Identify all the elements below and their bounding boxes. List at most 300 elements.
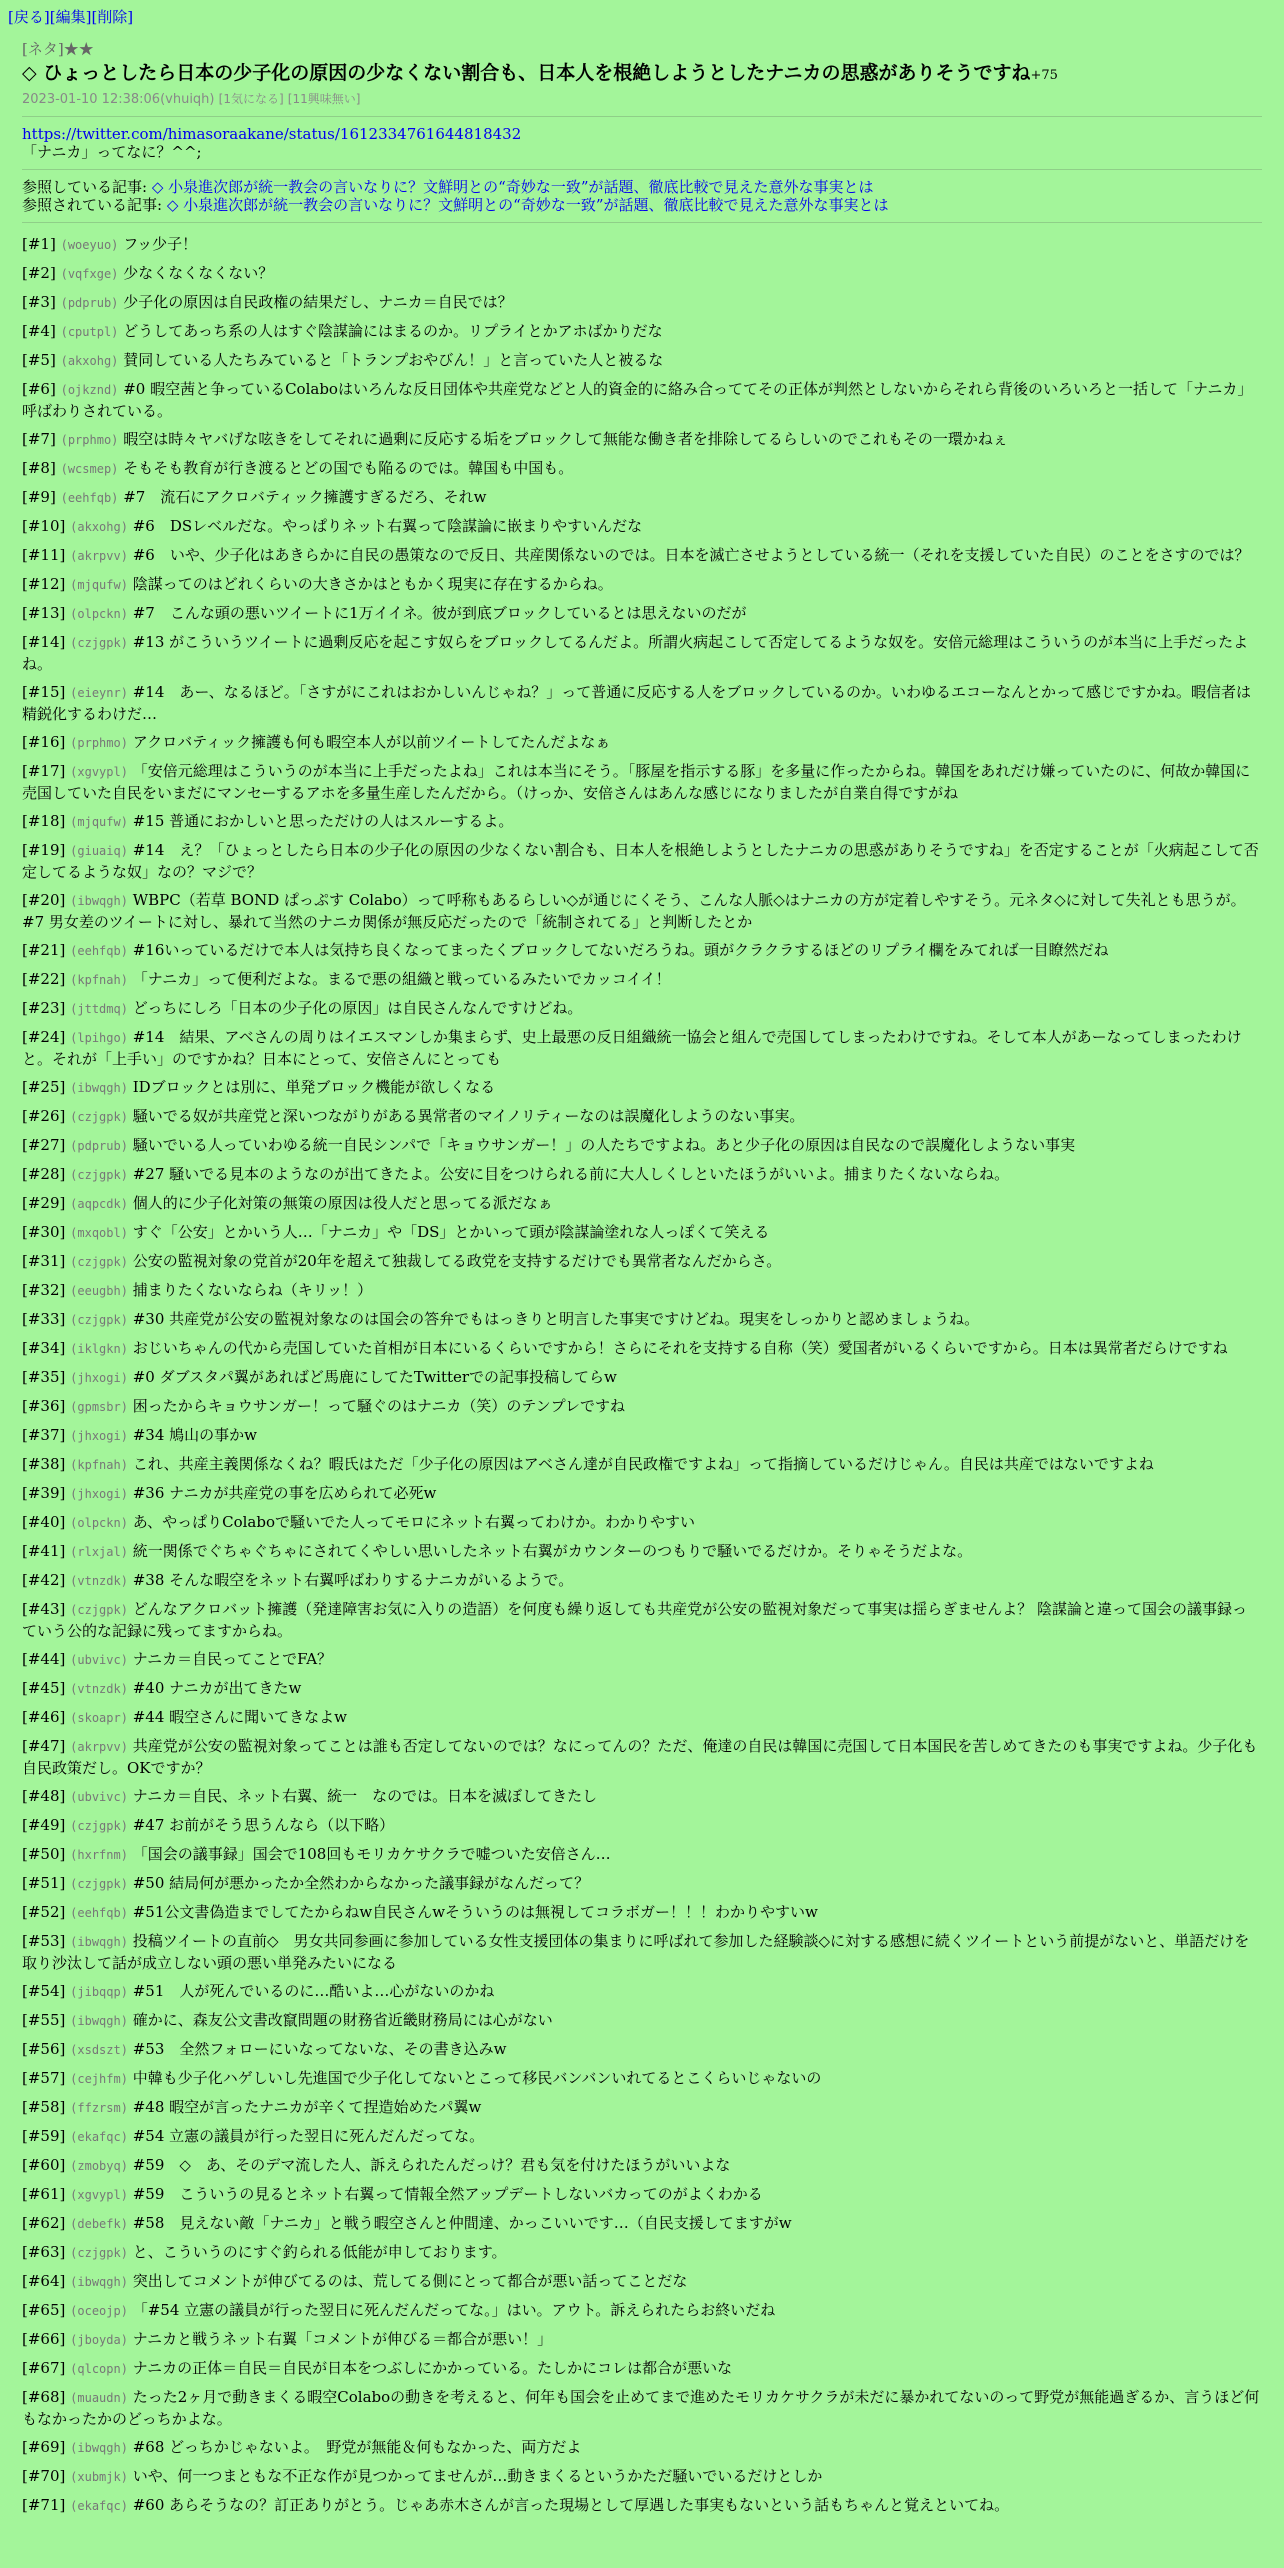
comment-item (22, 318, 1262, 347)
comment-item (22, 1277, 1262, 1306)
comment-number[interactable]: [#20] (22, 891, 66, 909)
comment-number[interactable]: [#48] (22, 1787, 66, 1805)
comment-user-id[interactable]: (jhxogi) (70, 1429, 128, 1443)
comment-text: #40 ナニカが出てきたw (132, 1679, 302, 1697)
comment-number[interactable]: [#64] (22, 2272, 66, 2290)
comment-number[interactable]: [#59] (22, 2127, 66, 2145)
comment-text: 投稿ツイートの直前◇ 男女共同参画に参加している女性支援団体の集まりに呼ばれて参加した経験談◇に対する感想に続くツイートという前提がないと、単語だけを取り沙汰して話が成立しない頭の悪い単発みたいになる (22, 1932, 1250, 1972)
comment-user-id[interactable]: (vqfxge) (60, 267, 119, 281)
ref-link[interactable]: ◇ 小泉進次郎が統一教会の言いなりに？文鮮明との“奇妙な一致”が話題、徹底比較で見えた意外な事実とは (151, 178, 874, 196)
comment-user-id[interactable]: (akxohg) (60, 354, 119, 368)
comment-user-id[interactable]: (ibwqgh) (70, 2441, 128, 2455)
comment-text: #53 全然フォローにいなってないな、その書き込みw (132, 2040, 507, 2058)
comment-text: #34 鳩山の事かw (132, 1426, 257, 1444)
comment-item (22, 966, 1262, 995)
comment-user-id[interactable]: (pdprub) (70, 1139, 128, 1153)
comment-user-id[interactable]: (iklgkn) (70, 1342, 128, 1356)
comment-item (22, 2181, 1262, 2210)
comment-text: #59 ◇ あ、そのデマ流した人、訴えられたんだっけ？君も気を付けたほうがいいよな (132, 2156, 731, 2174)
comment-text: #14 え？「ひょっとしたら日本の少子化の原因の少なくない割合も、日本人を根絶しようとしたナニカの思惑がありそうですね」を否定することが「火病起こして否定してるような奴」なの？マジで？ (22, 841, 1259, 881)
score-badge: +75 (1030, 68, 1058, 83)
comment-item (22, 2355, 1262, 2384)
comment-text: どっちにしろ「日本の少子化の原因」は自民さんなんですけどね。 (132, 999, 583, 1017)
comment-text: 中韓も少子化ハゲしいし先進国で少子化してないとこって移民バンバンいれてるとこくらいじゃないの (132, 2069, 822, 2087)
comment-item (22, 1733, 1262, 1783)
comment-item (22, 2268, 1262, 2297)
comment-item (22, 1812, 1262, 1841)
comment-user-id[interactable]: (xgvypl) (70, 765, 128, 779)
comment-number[interactable]: [#70] (22, 2467, 66, 2485)
comment-user-id[interactable]: (czjgpk) (70, 1819, 128, 1833)
comment-number[interactable]: [#28] (22, 1165, 66, 1183)
referenced-row (22, 196, 1262, 214)
comment-item (22, 1509, 1262, 1538)
comment-item (22, 1704, 1262, 1733)
comment-number[interactable]: [#58] (22, 2098, 66, 2116)
comment-user-id[interactable]: (aqpcdk) (70, 1197, 128, 1211)
source-link[interactable]: https://twitter.com/himasoraakane/status/1612334761644818432 (22, 125, 522, 143)
delete-link[interactable]: [削除] (91, 8, 134, 26)
comment-user-id[interactable]: (lpihgo) (70, 1031, 128, 1045)
comment-item (22, 1451, 1262, 1480)
edit-link[interactable]: [編集] (49, 8, 92, 26)
comment-user-id[interactable]: (ubvivc) (70, 1790, 128, 1804)
comment-item (22, 1870, 1262, 1899)
comment-text: と、こういうのにすぐ釣られる低能が申しております。 (132, 2243, 507, 2261)
comment-number[interactable]: [#47] (22, 1737, 66, 1755)
comment-item (22, 347, 1262, 376)
comment-user-id[interactable]: (eehfqb) (70, 1906, 128, 1920)
comment-number[interactable]: [#21] (22, 941, 66, 959)
comment-item (22, 513, 1262, 542)
comment-number[interactable]: [#24] (22, 1028, 66, 1046)
comment-number[interactable]: [#10] (22, 517, 66, 535)
comment-item (22, 2123, 1262, 2152)
comment-user-id[interactable]: (debefk) (70, 2217, 128, 2231)
comment-item (22, 2463, 1262, 2492)
comment-user-id[interactable]: (mjqufw) (70, 578, 128, 592)
comment-text: #27 騒いでる見本のようなのが出てきたよ。公安に目をつけられる前に大人しくしといたほうがいいよ。捕まりたくないならね。 (132, 1165, 1010, 1183)
comment-user-id[interactable]: (xubmjk) (70, 2470, 128, 2484)
comment-user-id[interactable]: (jboyda) (70, 2333, 128, 2347)
comment-list (22, 231, 1262, 2521)
article-body (22, 125, 1262, 161)
comment-number[interactable]: [#54] (22, 1982, 66, 2000)
refd-link[interactable]: ◇ 小泉進次郎が統一教会の言いなりに？文鮮明との“奇妙な一致”が話題、徹底比較で見えた意外な事実とは (166, 196, 889, 214)
comment-user-id[interactable]: (xsdszt) (70, 2043, 128, 2057)
comment-text: あ、やっぱりColaboで騒いでた人ってモロにネット右翼ってわけか。わかりやすい (132, 1513, 696, 1531)
comment-text: #36 ナニカが共産党の事を広められて必死w (132, 1484, 437, 1502)
comment-number[interactable]: [#53] (22, 1932, 66, 1950)
comment-number[interactable]: [#26] (22, 1107, 66, 1125)
comment-user-id[interactable]: (qlcopn) (70, 2362, 128, 2376)
comment-item (22, 1103, 1262, 1132)
comment-text: #51 人が死んでいるのに…酷いよ…心がないのかね (132, 1982, 495, 2000)
comment-number[interactable]: [#39] (22, 1484, 66, 1502)
comment-user-id[interactable]: (mjqufw) (70, 815, 128, 829)
comment-user-id[interactable]: (olpckn) (70, 607, 128, 621)
comment-text: #13 がこういうツイートに過剰反応を起こす奴らをブロックしてるんだよ。所謂火病起こして否定してるような奴を。安倍元総理はこういうのが本当に上手だったよね。 (22, 633, 1249, 673)
comment-item (22, 1675, 1262, 1704)
comment-number[interactable]: [#38] (22, 1455, 66, 1473)
comment-text: ナニカの正体＝自民＝自民が日本をつぶしにかかっている。たしかにコレは都合が悪いな (132, 2359, 733, 2377)
article-meta (22, 91, 1262, 108)
comment-text: #7 流石にアクロバティック擁護すぎるだろ、それw (123, 488, 487, 506)
comment-user-id[interactable]: (eieynr) (70, 686, 128, 700)
comment-item (22, 629, 1262, 679)
comment-text: 公安の監視対象の党首が20年を超えて独裁してる政党を支持するだけでも異常者なんだからさ。 (132, 1252, 782, 1270)
comment-number[interactable]: [#55] (22, 2011, 66, 2029)
interest-button[interactable]: [1気になる] (218, 92, 284, 106)
comment-number[interactable]: [#16] (22, 733, 66, 751)
comment-text: おじいちゃんの代から売国していた首相が日本にいるくらいですから！さらにそれを支持する自称（笑）愛国者がいるくらいですから。日本は異常者だらけですね (132, 1339, 1228, 1357)
comment-user-id[interactable]: (czjgpk) (70, 1877, 128, 1891)
article-user: (vhuiqh) (160, 92, 215, 107)
comment-text: 騒いでいる人っていわゆる統一自民シンパで「キョウサンガー！」の人たちですよね。あと少子化の原因は自民なので誤魔化しようない事実 (132, 1136, 1076, 1154)
comment-user-id[interactable]: (czjgpk) (70, 1168, 128, 1182)
comment-user-id[interactable]: (ibwqgh) (70, 894, 128, 908)
comment-number[interactable]: [#27] (22, 1136, 66, 1154)
comment-number[interactable]: [#23] (22, 999, 66, 1017)
divider (22, 116, 1262, 117)
comment-user-id[interactable]: (czjgpk) (70, 1110, 128, 1124)
comment-number[interactable]: [#30] (22, 1223, 66, 1241)
comment-number[interactable]: [#22] (22, 970, 66, 988)
comment-text: 捕まりたくないならね（キリッ！） (132, 1281, 373, 1299)
comment-text: #14 結果、アベさんの周りはイエスマンしか集まらず、史上最悪の反日組織統一協会と組んで売国してしまったわけですね。そして本人があーなってしまったわけと。それが「上手い」のですかね？日本にとって、安倍さんにとっても (22, 1028, 1242, 1068)
comment-user-id[interactable]: (woeyuo) (60, 238, 119, 252)
comment-user-id[interactable]: (ekafqc) (70, 2130, 128, 2144)
comment-text: どうしてあっち系の人はすぐ陰謀論にはまるのか。リプライとかアホばかりだな (123, 322, 663, 340)
comment-user-id[interactable]: (vtnzdk) (70, 1682, 128, 1696)
comment-number[interactable]: [#62] (22, 2214, 66, 2232)
comment-item (22, 995, 1262, 1024)
comment-item (22, 231, 1262, 260)
comment-text: #0 ダブスタパ翼があればど馬鹿にしてたTwitterでの記事投稿してらw (132, 1368, 617, 1386)
comment-user-id[interactable]: (akrpvv) (70, 549, 128, 563)
comment-number[interactable]: [#2] (22, 264, 56, 282)
comment-item (22, 1393, 1262, 1422)
comment-item (22, 887, 1262, 937)
comment-number[interactable]: [#40] (22, 1513, 66, 1531)
comment-item (22, 2152, 1262, 2181)
comment-item (22, 1074, 1262, 1103)
comment-item (22, 837, 1262, 887)
comment-user-id[interactable]: (gpmsbr) (70, 1400, 128, 1414)
comment-item (22, 1335, 1262, 1364)
comment-number[interactable]: [#49] (22, 1816, 66, 1834)
comment-user-id[interactable]: (akrpvv) (70, 1740, 128, 1754)
comment-user-id[interactable]: (rlxjal) (70, 1545, 128, 1559)
comment-text: 確かに、森友公文書改竄問題の財務省近畿財務局には心がない (132, 2011, 553, 2029)
comment-user-id[interactable]: (ojkznd) (60, 383, 119, 397)
comment-item (22, 1783, 1262, 1812)
comment-number[interactable]: [#41] (22, 1542, 66, 1560)
comment-item (22, 484, 1262, 513)
comment-user-id[interactable]: (prphmo) (60, 433, 119, 447)
comment-number[interactable]: [#43] (22, 1600, 66, 1618)
comment-user-id[interactable]: (eeugbh) (70, 1284, 128, 1298)
comment-text: #51公文書偽造までしてたからねw自民さんwそういうのは無視してコラボガー！！！わかりやすいw (132, 1903, 818, 1921)
comment-number[interactable]: [#11] (22, 546, 66, 564)
comment-number[interactable]: [#9] (22, 488, 56, 506)
comment-item (22, 2239, 1262, 2268)
back-link[interactable]: [戻る] (8, 8, 50, 26)
comment-item (22, 600, 1262, 629)
comment-text: 「国会の議事録」国会で108回もモリカケサクラで嘘ついた安倍さん… (132, 1845, 611, 1863)
comment-number[interactable]: [#1] (22, 235, 56, 253)
comment-number[interactable]: [#51] (22, 1874, 66, 1892)
comment-text: IDブロックとは別に、単発ブロック機能が欲しくなる (132, 1078, 496, 1096)
comment-item (22, 2065, 1262, 2094)
comment-user-id[interactable]: (jhxogi) (70, 1487, 128, 1501)
comment-item (22, 1024, 1262, 1074)
comment-item (22, 729, 1262, 758)
comment-user-id[interactable]: (oceojp) (70, 2304, 128, 2318)
comment-item (22, 2492, 1262, 2521)
comment-item (22, 2434, 1262, 2463)
divider (22, 222, 1262, 223)
comment-number[interactable]: [#8] (22, 459, 56, 477)
comment-number[interactable]: [#45] (22, 1679, 66, 1697)
comment-number[interactable]: [#52] (22, 1903, 66, 1921)
comment-user-id[interactable]: (czjgpk) (70, 636, 128, 650)
comment-text: 暇空は時々ヤバげな呟きをしてそれに過剰に反応する垢をブロックして無能な働き者を排除してるらしいのでこれもその一環かねぇ (123, 430, 1008, 448)
comment-item (22, 679, 1262, 729)
comment-user-id[interactable]: (cputpl) (60, 325, 119, 339)
comment-text: すぐ「公安」とかいう人…「ナニカ」や「DS」とかいって頭が陰謀論塗れな人っぽくて笑える (132, 1223, 770, 1241)
comment-item (22, 376, 1262, 426)
comment-number[interactable]: [#25] (22, 1078, 66, 1096)
comment-text: 統一関係でぐちゃぐちゃにされてくやしい思いしたネット右翼がカウンターのつもりで騒いでるだけか。そりゃそうだよな。 (132, 1542, 973, 1560)
comment-user-id[interactable]: (kpfnah) (70, 1458, 128, 1472)
comment-user-id[interactable]: (jibqqp) (70, 1985, 128, 1999)
comment-number[interactable]: [#14] (22, 633, 66, 651)
title-text: ◇ ひょっとしたら日本の少子化の原因の少なくない割合も、日本人を根絶しようとしたナニカの思惑がありそうですね (22, 62, 1031, 84)
comment-text: 個人的に少子化対策の無策の原因は役人だと思ってる派だなぁ (132, 1194, 553, 1212)
comment-item (22, 937, 1262, 966)
comment-user-id[interactable]: (akxohg) (70, 520, 128, 534)
comment-number[interactable]: [#36] (22, 1397, 66, 1415)
comment-text: #0 暇空茜と争っているColaboはいろんな反日団体や共産党などと人的資金的に絡み合っててその正体が判然としないからそれら背後のいろいろと一括して「ナニカ」呼ばわりされている。 (22, 380, 1253, 420)
comment-number[interactable]: [#60] (22, 2156, 66, 2174)
comment-user-id[interactable]: (ffzrsm) (70, 2101, 128, 2115)
comment-text: #38 そんな暇空をネット右翼呼ばわりするナニカがいるようで。 (132, 1571, 574, 1589)
comment-text: #15 普通におかしいと思っただけの人はスルーするよ。 (132, 812, 514, 830)
comment-number[interactable]: [#37] (22, 1426, 66, 1444)
comment-text: 陰謀ってのはどれくらいの大きさかはともかく現実に存在するからね。 (132, 575, 613, 593)
referencing-row (22, 178, 1262, 196)
comment-text: WBPC（若草 BOND ぱっぷす Colabo）って呼称もあるらしい◇が通じにくそう、こんな人脈◇はナニカの方が定着しやすそう。元ネタ◇に対して失礼とも思うが。 #7 男女差のツイートに対し、暴れて当然のナニカ関係が無反応だったので「統制されてる」と判断したとか (22, 891, 1254, 931)
comment-number[interactable]: [#57] (22, 2069, 66, 2087)
comment-number[interactable]: [#50] (22, 1845, 66, 1863)
comment-text: #54 立憲の議員が行った翌日に死んだんだってな。 (132, 2127, 485, 2145)
comment-item (22, 2326, 1262, 2355)
comment-number[interactable]: [#7] (22, 430, 56, 448)
comment-item (22, 1480, 1262, 1509)
comment-user-id[interactable]: (hxrfnm) (70, 1848, 128, 1862)
comment-number[interactable]: [#6] (22, 380, 56, 398)
comment-number[interactable]: [#18] (22, 812, 66, 830)
comment-text: #58 見えない敵「ナニカ」と戦う暇空さんと仲間達、かっこいいです…（自民支援してますがw (132, 2214, 792, 2232)
comment-item (22, 571, 1262, 600)
comment-text: どんなアクロバット擁護（発達障害お気に入りの造語）を何度も繰り返しても共産党が公安の監視対象だって事実は揺らぎませんよ？ 陰謀論と違って国会の議事録っていう公的な記録に残ってますからね。 (22, 1600, 1248, 1640)
comment-number[interactable]: [#4] (22, 322, 56, 340)
comment-text: そもそも教育が行き渡るとどの国でも陥るのでは。韓国も中国も。 (123, 459, 574, 477)
comment-text: 突出してコメントが伸びてるのは、荒してる側にとって都合が悪い話ってことだな (132, 2272, 688, 2290)
comment-text: #50 結局何が悪かったか全然わからなかった議事録がなんだって？ (132, 1874, 590, 1892)
comment-text: #68 どっちかじゃないよ。 野党が無能＆何もなかった、両方だよ (132, 2438, 582, 2456)
comment-item (22, 1422, 1262, 1451)
comment-number[interactable]: [#5] (22, 351, 56, 369)
comment-user-id[interactable]: (vtnzdk) (70, 1574, 128, 1588)
comment-item (22, 1132, 1262, 1161)
nav-bar (8, 6, 1262, 28)
body-text: 「ナニカ」ってなに？^^; (22, 143, 202, 161)
comment-number[interactable]: [#67] (22, 2359, 66, 2377)
comment-text: #14 あー、なるほど。「さすがにこれはおかしいんじゃね？」って普通に反応する人をブロックしているのか。いわゆるエコーなんとかって感じですかね。暇信者は精鋭化するわけだ… (22, 683, 1251, 723)
comment-text: 「#54 立憲の議員が行った翌日に死んだんだってな。」はい。アウト。訴えられたらお終いだね (132, 2301, 776, 2319)
comment-user-id[interactable]: (ibwqgh) (70, 2014, 128, 2028)
comment-user-id[interactable]: (kpfnah) (70, 973, 128, 987)
comment-item (22, 1161, 1262, 1190)
comment-user-id[interactable]: (eehfqb) (60, 491, 119, 505)
comment-number[interactable]: [#42] (22, 1571, 66, 1589)
comment-text: ナニカ＝自民、ネット右翼、統一 なのでは。日本を滅ぼしてきたし (132, 1787, 598, 1805)
comment-item (22, 2297, 1262, 2326)
comment-number[interactable]: [#13] (22, 604, 66, 622)
comment-text: 少子化の原因は自民政権の結果だし、ナニカ＝自民では？ (123, 293, 513, 311)
comment-text: 賛同している人たちみていると「トランプおやびん！」と言っていた人と被るな (123, 351, 664, 369)
category-label: [ネタ]★★ (22, 40, 94, 58)
comment-number[interactable]: [#44] (22, 1650, 66, 1668)
comment-number[interactable]: [#17] (22, 762, 66, 780)
comment-text: フッ少子！ (123, 235, 198, 253)
comment-number[interactable]: [#15] (22, 683, 66, 701)
comment-item (22, 1899, 1262, 1928)
comment-text: 騒いでる奴が共産党と深いつながりがある異常者のマイノリティーなのは誤魔化しようのない事実。 (132, 1107, 805, 1125)
comment-number[interactable]: [#46] (22, 1708, 66, 1726)
comment-user-id[interactable]: (pdprub) (60, 296, 119, 310)
comment-text: #6 DSレベルだな。やっぱりネット右翼って陰謀論に嵌まりやすいんだな (132, 517, 643, 535)
comment-number[interactable]: [#31] (22, 1252, 66, 1270)
comment-item (22, 2210, 1262, 2239)
comment-user-id[interactable]: (ibwqgh) (70, 1935, 128, 1949)
comment-user-id[interactable]: (skoapr) (70, 1711, 128, 1725)
comment-number[interactable]: [#3] (22, 293, 56, 311)
comment-user-id[interactable]: (prphmo) (70, 736, 128, 750)
comment-user-id[interactable]: (ibwqgh) (70, 2275, 128, 2289)
comment-user-id[interactable]: (wcsmep) (60, 462, 119, 476)
comment-item (22, 1596, 1262, 1646)
comment-item (22, 1538, 1262, 1567)
comment-text: #30 共産党が公安の監視対象なのは国会の答弁でもはっきりと明言した事実ですけどね。現実をしっかりと認めましょうね。 (132, 1310, 980, 1328)
comment-item (22, 1248, 1262, 1277)
divider (22, 169, 1262, 170)
comment-item (22, 758, 1262, 808)
comment-text: #6 いや、少子化はあきらかに自民の愚策なので反日、共産関係ないのでは。日本を滅亡させようとしている統一（それを支援していた自民）のことをさすのでは？ (132, 546, 1250, 564)
comment-text: 共産党が公安の監視対象ってことは誰も否定してないのでは？なにってんの？ただ、俺達の自民は韓国に売国して日本国民を苦しめてきたのも事実ですよね。少子化も自民政策だし。OKですか？ (22, 1737, 1258, 1777)
comment-number[interactable]: [#35] (22, 1368, 66, 1386)
comment-user-id[interactable]: (czjgpk) (70, 1313, 128, 1327)
comment-user-id[interactable]: (xgvypl) (70, 2188, 128, 2202)
comment-user-id[interactable]: (jttdmq) (70, 1002, 128, 1016)
references (22, 178, 1262, 214)
comment-text: #60 あらそうなの？訂正ありがとう。じゃあ赤木さんが言った現場として厚遇した事実もないという話もちゃんと覚えといてね。 (132, 2496, 1010, 2514)
comment-number[interactable]: [#68] (22, 2388, 66, 2406)
comment-item (22, 1306, 1262, 1335)
comment-text: たった2ヶ月で動きまくる暇空Colaboの動きを考えると、何年も国会を止めてまで進めたモリカケサクラが未だに暴かれてないのって野党が無能過ぎるか、言うほど何もなかったかのどっちかよな。 (22, 2388, 1260, 2428)
comment-number[interactable]: [#61] (22, 2185, 66, 2203)
comment-item (22, 1928, 1262, 1978)
comment-user-id[interactable]: (mxqobl) (70, 1226, 128, 1240)
comment-item (22, 289, 1262, 318)
comment-number[interactable]: [#65] (22, 2301, 66, 2319)
comment-item (22, 1567, 1262, 1596)
comment-number[interactable]: [#32] (22, 1281, 66, 1299)
comment-text: #44 暇空さんに聞いてきなよw (132, 1708, 347, 1726)
comment-user-id[interactable]: (jhxogi) (70, 1371, 128, 1385)
comment-user-id[interactable]: (muaudn) (70, 2391, 128, 2405)
comment-item (22, 2094, 1262, 2123)
comment-text: いや、何一つまともな不正な作が見つかってませんが…動きまくるというかただ騒いでいるだけとしか (132, 2467, 823, 2485)
comment-item (22, 1841, 1262, 1870)
comment-item (22, 2007, 1262, 2036)
comment-item (22, 1978, 1262, 2007)
comment-text: #7 こんな頭の悪いツイートに1万イイネ。彼が到底ブロックしているとは思えないのだが (132, 604, 747, 622)
comment-number[interactable]: [#66] (22, 2330, 66, 2348)
comment-user-id[interactable]: (zmobyq) (70, 2159, 128, 2173)
comment-user-id[interactable]: (ubvivc) (70, 1653, 128, 1667)
comment-text: ナニカ＝自民ってことでFA？ (132, 1650, 333, 1668)
comment-user-id[interactable]: (czjgpk) (70, 1255, 128, 1269)
no-interest-button[interactable]: [11興味無い] (287, 92, 361, 106)
comment-item (22, 2384, 1262, 2434)
comment-item (22, 542, 1262, 571)
comment-item (22, 455, 1262, 484)
comment-item (22, 1190, 1262, 1219)
comment-text: #59 こういうの見るとネット右翼って情報全然アップデートしないバカってのがよくわかる (132, 2185, 763, 2203)
comment-user-id[interactable]: (olpckn) (70, 1516, 128, 1530)
article-title (22, 60, 1262, 89)
comment-text: アクロバティック擁護も何も暇空本人が以前ツイートしてたんだよなぁ (132, 733, 611, 751)
comment-user-id[interactable]: (czjgpk) (70, 2246, 128, 2260)
comment-number[interactable]: [#71] (22, 2496, 66, 2514)
comment-number[interactable]: [#29] (22, 1194, 66, 1212)
comment-text: 「安倍元総理はこういうのが本当に上手だったよね」これは本当にそう。「豚屋を指示する豚」を多量に作ったからね。韓国をあれだけ嫌っていたのに、何故か韓国に売国していた自民をいまだにマンセーするアホを多量生産したんだから。（けっか、安倍さんはあんな感じになりましたが自業自得ですがね (22, 762, 1251, 802)
comment-item (22, 1646, 1262, 1675)
ref-label: 参照している記事: (22, 178, 148, 196)
comment-user-id[interactable]: (eehfqb) (70, 944, 128, 958)
comment-text: #48 暇空が言ったナニカが辛くて捏造始めたパ翼w (132, 2098, 482, 2116)
comment-number[interactable]: [#12] (22, 575, 66, 593)
comment-user-id[interactable]: (ekafqc) (70, 2499, 128, 2513)
comment-number[interactable]: [#56] (22, 2040, 66, 2058)
comment-user-id[interactable]: (ibwqgh) (70, 1081, 128, 1095)
comment-user-id[interactable]: (cejhfm) (70, 2072, 128, 2086)
comment-number[interactable]: [#33] (22, 1310, 66, 1328)
comment-number[interactable]: [#63] (22, 2243, 66, 2261)
comment-number[interactable]: [#34] (22, 1339, 66, 1357)
comment-number[interactable]: [#19] (22, 841, 66, 859)
comment-text: 「ナニカ」って便利だよな。まるで悪の組織と戦っているみたいでカッコイイ！ (132, 970, 671, 988)
comment-number[interactable]: [#69] (22, 2438, 66, 2456)
comment-user-id[interactable]: (czjgpk) (70, 1603, 128, 1617)
comment-user-id[interactable]: (giuaiq) (70, 844, 128, 858)
comment-text: 少なくなくなくない？ (123, 264, 274, 282)
comment-item (22, 426, 1262, 455)
article-date: 2023-01-10 12:38:06 (22, 92, 161, 107)
